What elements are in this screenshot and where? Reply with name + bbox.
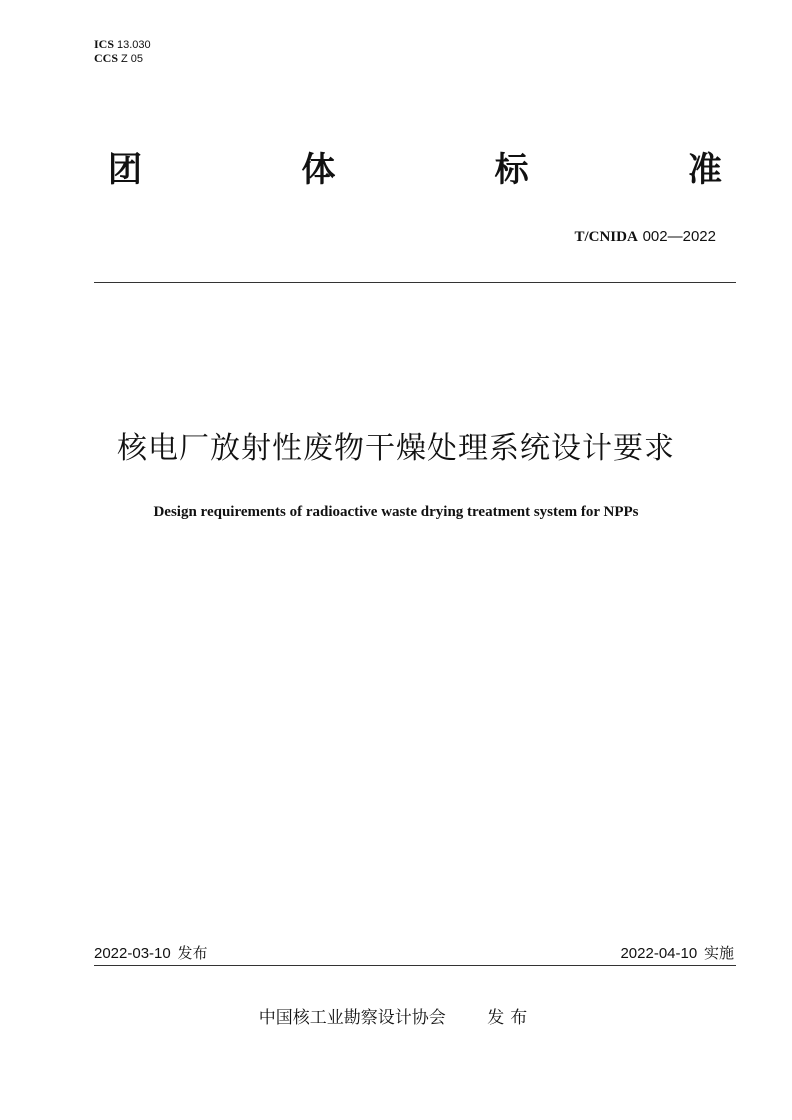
implement-date-line bbox=[620, 944, 734, 963]
ics-line bbox=[94, 38, 151, 52]
ics-code: 13.030 bbox=[117, 39, 151, 51]
bottom-divider bbox=[94, 965, 736, 966]
ics-label: ICS bbox=[94, 37, 115, 51]
ccs-line bbox=[94, 52, 151, 66]
publisher-line bbox=[0, 1007, 792, 1029]
publish-date: 2022-03-10 bbox=[94, 945, 171, 962]
standard-type-char: 体 bbox=[301, 150, 336, 190]
ccs-label: CCS bbox=[94, 51, 119, 65]
standard-type-char: 团 bbox=[108, 150, 142, 190]
standard-type-char: 标 bbox=[494, 150, 529, 190]
title-english: Design requirements of radioactive waste drying treatment system for NPPs bbox=[153, 504, 639, 520]
title-chinese: 核电厂放射性废物干燥处理系统设计要求 bbox=[117, 431, 675, 466]
publisher-label: 发布 bbox=[487, 1008, 534, 1028]
top-divider bbox=[94, 282, 736, 283]
standard-type-heading bbox=[108, 150, 722, 190]
standard-type-char: 准 bbox=[687, 150, 722, 190]
publish-date-line bbox=[94, 944, 208, 963]
standard-number-code: 002—2022 bbox=[642, 228, 716, 245]
publisher-name: 中国核工业勘察设计协会 bbox=[258, 1008, 446, 1028]
standard-number bbox=[574, 227, 716, 246]
ccs-code: Z 05 bbox=[121, 53, 144, 65]
implement-date: 2022-04-10 bbox=[620, 945, 698, 962]
publish-label: 发布 bbox=[177, 944, 208, 962]
standard-number-prefix: T/CNIDA bbox=[574, 229, 638, 245]
classification-codes bbox=[94, 38, 151, 66]
implement-label: 实施 bbox=[703, 944, 734, 962]
